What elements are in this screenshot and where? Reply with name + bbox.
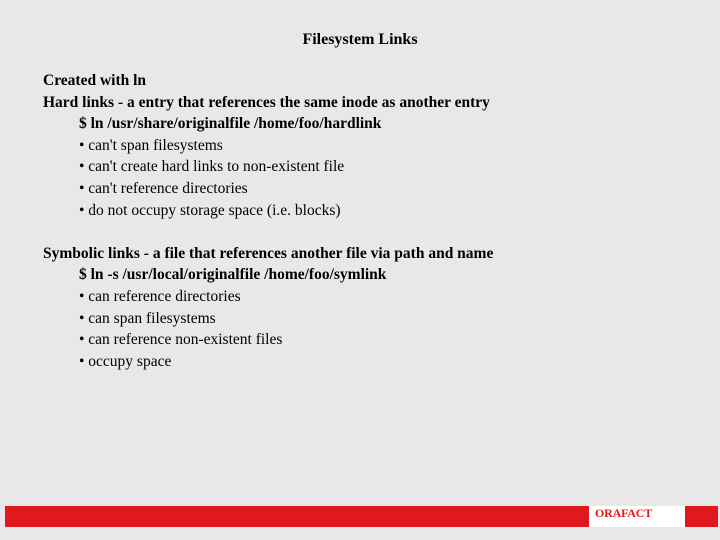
hard-links-bullet: • do not occupy storage space (i.e. blocks) (79, 201, 341, 219)
hard-links-bullet: • can't span filesystems (79, 136, 223, 154)
symbolic-links-bullet: • can span filesystems (79, 309, 216, 327)
symbolic-links-command: $ ln -s /usr/local/originalfile /home/foo/symlink (79, 266, 387, 284)
hard-links-command: $ ln /usr/share/originalfile /home/foo/hardlink (79, 115, 382, 133)
hard-links-bullet: • can't create hard links to non-existent file (79, 158, 345, 176)
symbolic-links-bullet: • can reference non-existent files (79, 331, 283, 349)
orafact-logo: ORAFACT (595, 506, 653, 520)
symbolic-links-bullet: • can reference directories (79, 287, 241, 305)
slide-body (43, 70, 703, 372)
slide-title: Filesystem Links (302, 31, 418, 48)
symbolic-links-bullet: • occupy space (79, 352, 172, 370)
symbolic-links-heading: Symbolic links - a file that references another file via path and name (43, 244, 494, 262)
hard-links-heading: Hard links - a entry that references the same inode as another entry (43, 93, 490, 111)
section-spacer (43, 221, 703, 243)
hard-links-bullet: • can't reference directories (79, 179, 248, 197)
created-with-line: Created with ln (43, 72, 147, 89)
